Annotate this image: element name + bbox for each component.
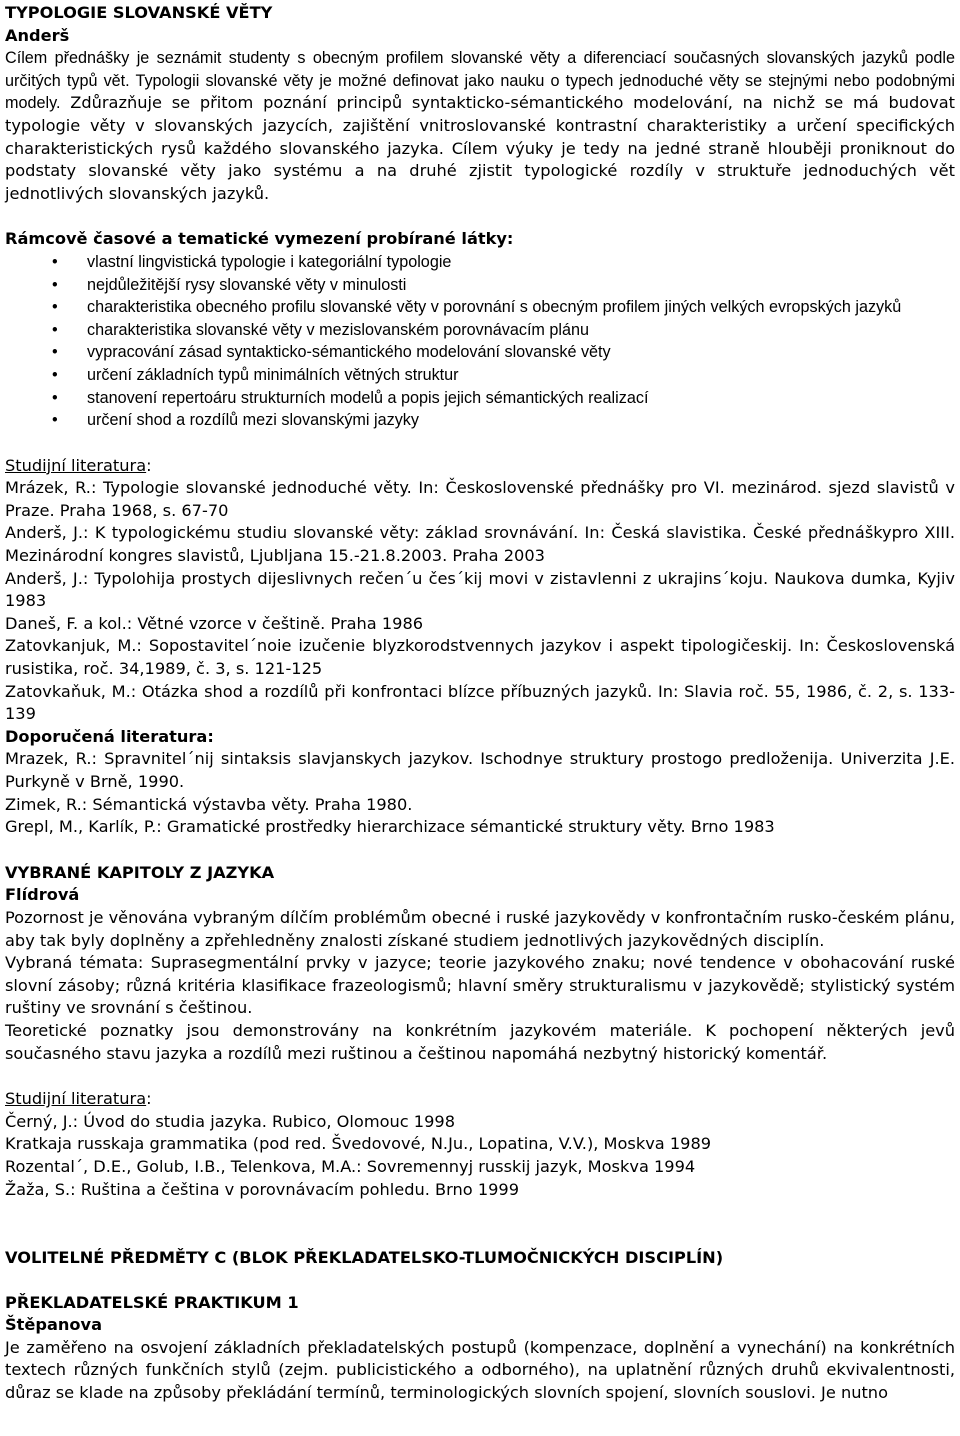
reference-item: Černý, J.: Úvod do studia jazyka. Rubico, Olomouc 1998 [5,1111,455,1131]
reference-item: Zatovkaňuk, M.: Otázka shod a rozdílů při konfrontaci blízce příbuzných jazyků. In: Slavia roč. 55, 1986, č. 2, s. 133-139 [5,681,955,724]
list-item: • stanovení repertoáru strukturních modelů a popis jejich sémantických realizací [5,387,955,410]
section-vybrane-kapitoly [5,862,955,1201]
section-author: Flídrová [5,885,80,905]
section-author: Štěpanova [5,1315,103,1335]
paragraph: Vybraná témata: Suprasegmentální prvky v jazyce; teorie jazykového znaku; nové tendence v obohacování ruské slovní zásoby; různá kritéria klasifikace frazeologismů; hlavní směry strukturalismu v jazykovědě; stylistický systém ruštiny ve srovnání s češtinou. [5,953,955,1018]
reference-item: Mrazek, R.: Spravnitel´nij sintaksis slavjanskych jazykov. Ischodnye struktury prostogo predloženija. Univerzita J.E. Purkyně v Brně, 1990. [5,749,955,791]
section-typologie [5,2,955,839]
section-author: Anderš [5,25,70,45]
list-item: • charakteristika obecného profilu slovanské věty v porovnání s obecným profilem jiných velkých evropských jazyků [5,296,955,319]
study-heading-colon: : [146,1089,152,1109]
list-item: • určení shod a rozdílů mezi slovanskými jazyky [5,409,955,432]
section-title: PŘEKLADATELSKÉ PRAKTIKUM 1 [5,1292,299,1312]
paragraph: Je zaměřeno na osvojení základních překladatelských postupů (kompenzace, doplnění a vynechání) na konkrétních textech různých funkčních stylů (zejm. publicistického a odborného), na uplatnění různých druhů ekvivalentnosti, důraz se klade na způsoby překládání termínů, terminologických slovních spojení, slovních souslovi. Je nutno [5,1337,955,1403]
study-heading-text: Studijní literatura [5,1089,147,1109]
section-title: TYPOLOGIE SLOVANSKÉ VĚTY [5,3,273,22]
section-prekladatelske-praktikum [5,1292,955,1405]
reference-item: Grepl, M., Karlík, P.: Gramatické prostředky hierarchizace sémantické struktury věty. Brno 1983 [5,817,775,837]
document-page [5,2,955,1405]
list-item: • charakteristika slovanské věty v mezislovanském porovnávacím plánu [5,319,955,342]
recommended-heading: Doporučená literatura: [5,726,214,746]
list-item: • vypracování zásad syntakticko-sémantického modelování slovanské věty [5,341,955,364]
study-heading-colon: : [146,455,152,475]
reference-item: Anderš, J.: Typolohija prostych dijeslivnych rečen´u čes´kij movi v zistavlenni z ukrajins´koju. Naukova dumka, Kyjiv 1983 [5,568,955,611]
list-item: • určení základních typů minimálních větných struktur [5,364,955,387]
study-heading [5,455,955,478]
list-item: • vlastní lingvistická typologie i kategoriální typologie [5,251,955,274]
frame-heading: Rámcově časové a tematické vymezení probírané látky: [5,229,514,249]
section-title: VYBRANÉ KAPITOLY Z JAZYKA [5,862,275,882]
reference-item: Anderš, J.: K typologickému studiu slovanské věty: základ srovnávání. In: Česká slavistika. České přednáškypro XIII. Mezinárodní kongres slavistů, Ljubljana 15.-21.8.2003. Praha 2003 [5,523,955,566]
reference-item: Daneš, F. a kol.: Větné vzorce v češtině. Praha 1986 [5,613,424,633]
study-heading-text: Studijní literatura [5,455,147,475]
reference-item: Žaža, S.: Ruština a čeština v porovnávacím pohledu. Brno 1999 [5,1179,520,1199]
intro-part-a: Cílem přednášky je seznámit studenty s obecným profilem slovanské věty a diferenciací současných slovanských jazyků podle určitých typů vět. Typologii slovanské věty je možné definovat jako nauku o typech jednoduché věty se stejnými nebo podobnými modely. [5,49,955,113]
reference-item: Rozental´, D.E., Golub, I.B., Telenkova, M.A.: Sovremennyj russkij jazyk, Moskva 1994 [5,1156,696,1176]
section-intro [5,47,955,205]
section-title: VOLITELNÉ PŘEDMĚTY C (BLOK PŘEKLADATELSKO-TLUMOČNICKÝCH DISCIPLÍN) [5,1248,724,1268]
reference-item: Zimek, R.: Sémantická výstavba věty. Praha 1980. [5,794,413,814]
intro-part-b: Zdůrazňuje se přitom poznání principů syntakticko-sémantického modelování, na nichž se má budovat typologie věty v slovanských jazycích, zajištění vnitroslovanské kontrastní charakteristiky a určení specifických charakteristických rysů každého slovanského jazyka. Cílem výuky je tedy na jedné straně hlouběji proniknout do podstaty slovanské věty jako systému a na druhé zjistit typologické rozdíly v struktuře jednoduchých vět jednotlivých slovanských jazyků. [5,93,955,203]
paragraph: Teoretické poznatky jsou demonstrovány na konkrétním jazykovém materiále. K pochopení některých jevů současného stavu jazyka a rozdílů mezi ruštinou a češtinou napomáhá nezbytný historický komentář. [5,1020,955,1063]
topic-list [5,251,955,432]
reference-item: Zatovkanjuk, M.: Sopostavitel´noie izučenie blyzkorodstvennych jazykov i aspekt tipologičeskij. In: Československá rusistika, roč. 34,1989, č. 3, s. 121-125 [5,636,955,679]
paragraph: Pozornost je věnována vybraným dílčím problémům obecné i ruské jazykovědy v konfrontačním rusko-českém plánu, aby tak byly doplněny a zpřehledněny znalosti získané studiem jednotlivých jazykovědných disciplín. [5,907,955,950]
list-item: • nejdůležitější rysy slovanské věty v minulosti [5,274,955,297]
reference-item: Kratkaja russkaja grammatika (pod red. Švedovové, N.Ju., Lopatina, V.V.), Moskva 1989 [5,1134,712,1154]
study-heading [5,1088,955,1111]
reference-item: Mrázek, R.: Typologie slovanské jednoduché věty. In: Československé přednášky pro VI. mezinárod. sjezd slavistů v Praze. Praha 1968, s. 67-70 [5,478,955,520]
